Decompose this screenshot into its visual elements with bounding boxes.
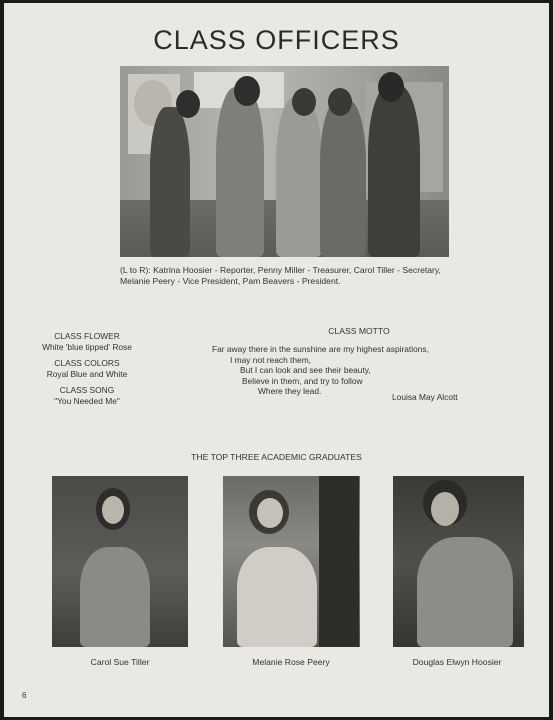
officer-figure-4 [320,99,366,257]
graduates-heading: THE TOP THREE ACADEMIC GRADUATES [191,452,362,462]
motto-line: Where they lead. [258,386,322,396]
tree-trunk [319,476,359,647]
officer-head-4 [328,88,352,116]
portrait-body-1 [80,547,150,647]
page-title: CLASS OFFICERS [153,25,400,55]
officer-head-3 [292,88,316,116]
class-officers-photo [120,66,449,257]
officer-head-2 [234,76,260,106]
class-motto-heading: CLASS MOTTO [328,326,390,336]
portrait-face-3 [431,492,459,526]
officer-figure-5 [368,85,420,257]
motto-line: But I can look and see their beauty, [240,365,371,375]
motto-line: Far away there in the sunshine are my highest aspirations, [212,344,429,354]
graduate-portrait-3 [393,476,524,647]
portrait-body-3 [417,537,513,647]
graduate-name-1: Carol Sue Tiller [90,657,150,667]
officers-caption: (L to R): Katrina Hoosier - Reporter, Penny Miller - Treasurer, Carol Tiller - Secretary, Melanie Peery - Vice President, Pam Beavers - President. [120,265,441,286]
portrait-face-2 [257,498,283,528]
portrait-face-1 [102,496,124,524]
class-song-value: "You Needed Me" [54,395,120,406]
motto-line: I may not reach them, [230,354,311,365]
officer-head-5 [378,72,404,102]
graduate-portrait-1 [52,476,188,647]
yearbook-page [4,3,549,717]
graduate-portrait-2 [223,476,360,647]
graduate-name-3: Douglas Elwyn Hoosier [412,657,502,667]
class-flower-heading: CLASS FLOWER [54,331,120,341]
motto-author: Louisa May Alcott [392,392,458,402]
portrait-body-2 [237,547,317,647]
officer-figure-3 [276,97,322,257]
class-song-heading: CLASS SONG [59,385,115,395]
page-number: 6 [22,691,27,700]
class-flower-value: White 'blue tipped' Rose [42,341,132,352]
motto-line: Believe in them, and try to follow [242,375,363,386]
class-colors-value: Royal Blue and White [46,368,128,379]
officer-figure-2 [216,87,264,257]
officer-figure-1 [150,107,190,257]
officer-head-1 [176,90,200,118]
class-info [18,331,156,406]
graduate-name-2: Melanie Rose Peery [252,657,330,667]
class-colors-heading: CLASS COLORS [54,358,120,368]
class-motto [212,344,472,402]
